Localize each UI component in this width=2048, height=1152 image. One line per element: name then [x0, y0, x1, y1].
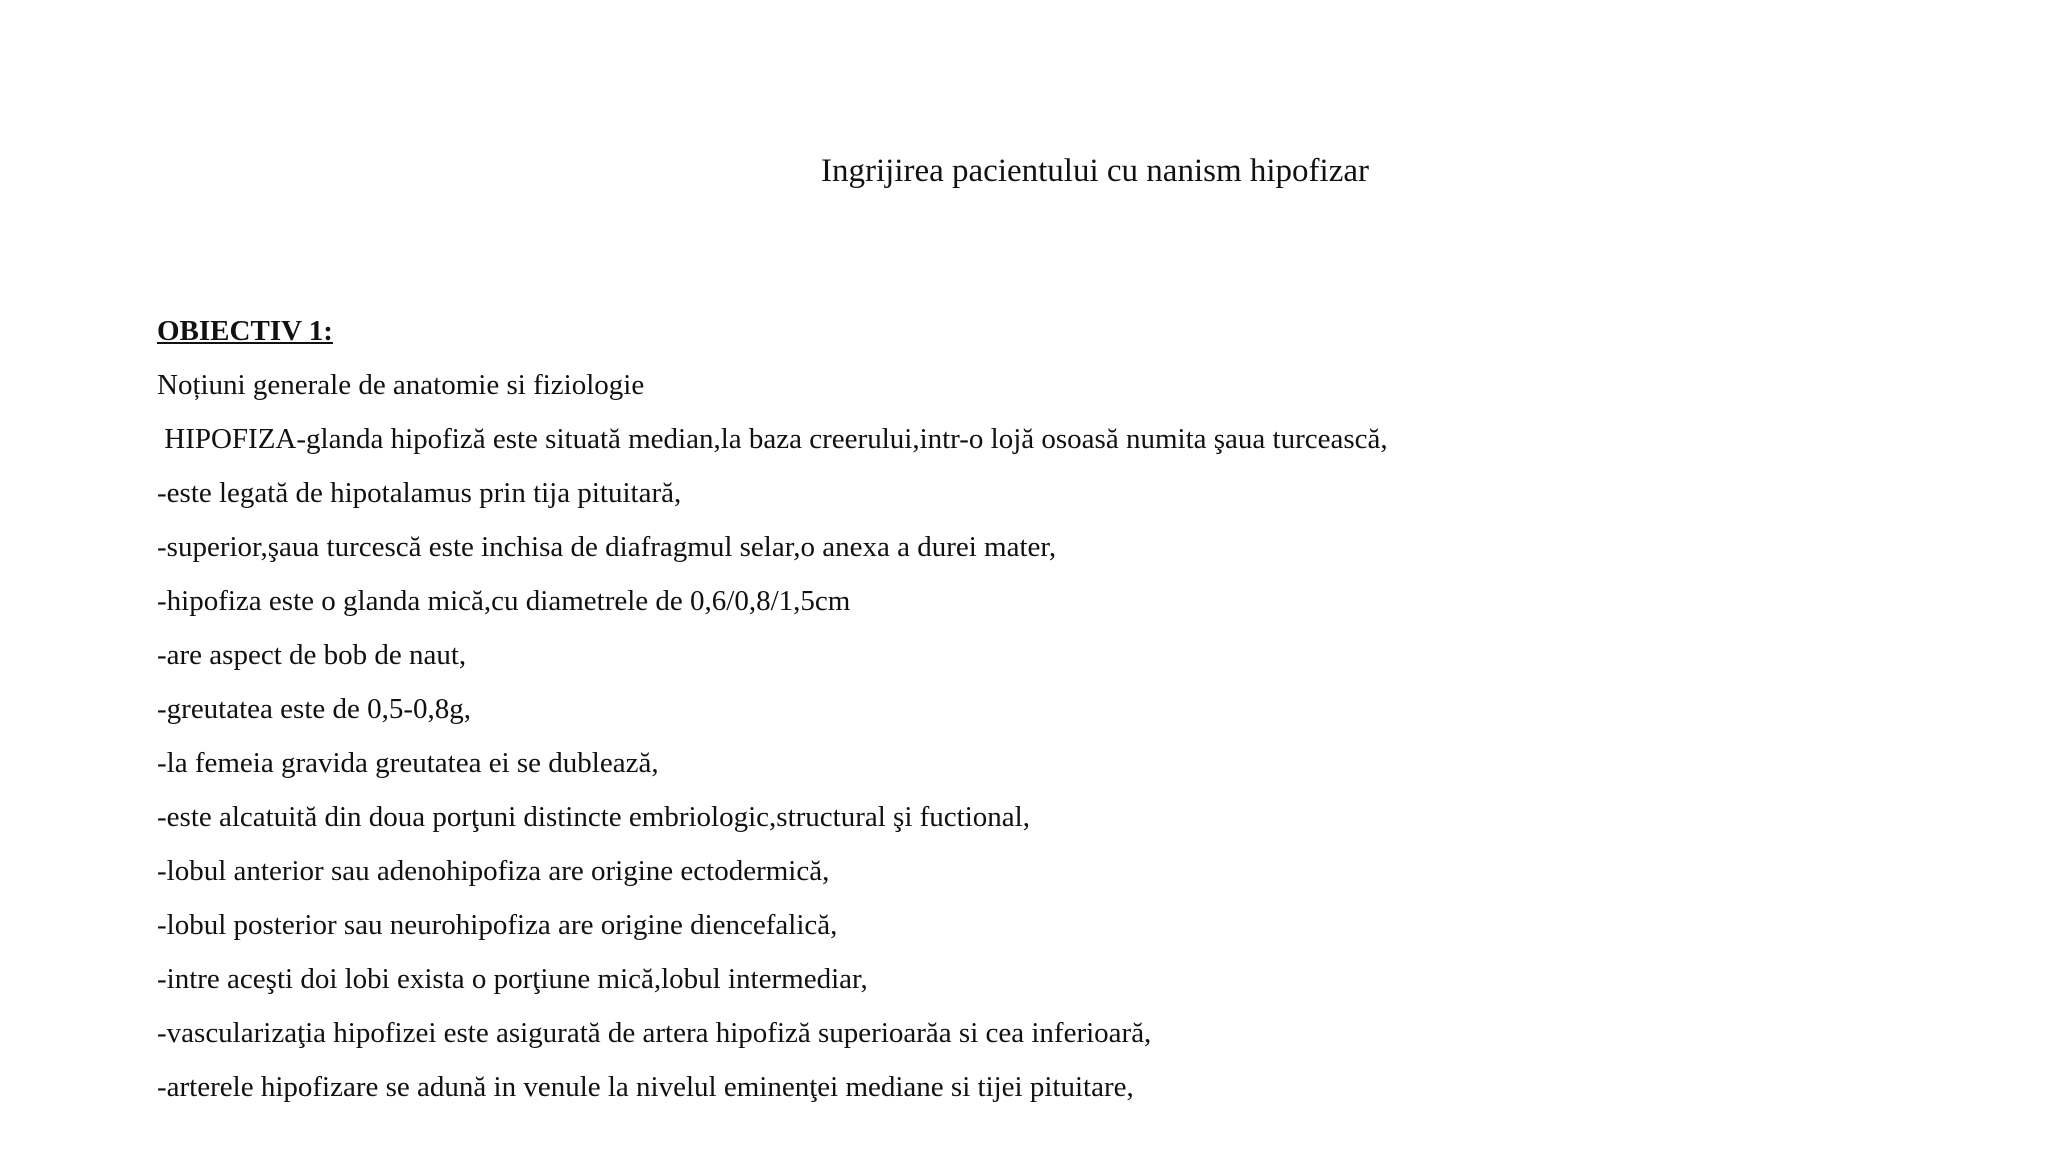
document-body	[157, 311, 1977, 1121]
text-line: -superior,şaua turcescă este inchisa de diafragmul selar,o anexa a durei mater,	[157, 531, 1057, 563]
text-line: -este legată de hipotalamus prin tija pituitară,	[157, 477, 682, 509]
section-heading: OBIECTIV 1:	[157, 315, 333, 347]
text-line: -vascularizaţia hipofizei este asigurată de artera hipofiză superioarăa si cea inferioară,	[157, 1017, 1152, 1049]
text-line: -este alcatuită din doua porţuni distincte embriologic,structural şi fuctional,	[157, 801, 1030, 833]
text-line: -arterele hipofizare se adună in venule la nivelul eminenţei mediane si tijei pituitare,	[157, 1071, 1134, 1103]
text-line-subtitle: Noțiuni generale de anatomie si fiziologie	[157, 369, 645, 401]
text-line: -greutatea este de 0,5-0,8g,	[157, 693, 472, 725]
document-title: Ingrijirea pacientului cu nanism hipofizar	[821, 153, 1369, 189]
text-line: -lobul posterior sau neurohipofiza are origine diencefalică,	[157, 909, 838, 941]
text-line: HIPOFIZA-glanda hipofiză este situată median,la baza creerului,intr-o lojă osoasă numita şaua turcească,	[157, 423, 1388, 455]
text-line: -la femeia gravida greutatea ei se dublează,	[157, 747, 659, 779]
text-line: -intre aceşti doi lobi exista o porţiune mică,lobul intermediar,	[157, 963, 868, 995]
text-line: -are aspect de bob de naut,	[157, 639, 467, 671]
text-line: -hipofiza este o glanda mică,cu diametrele de 0,6/0,8/1,5cm	[157, 585, 851, 617]
text-line: -lobul anterior sau adenohipofiza are origine ectodermică,	[157, 855, 830, 887]
